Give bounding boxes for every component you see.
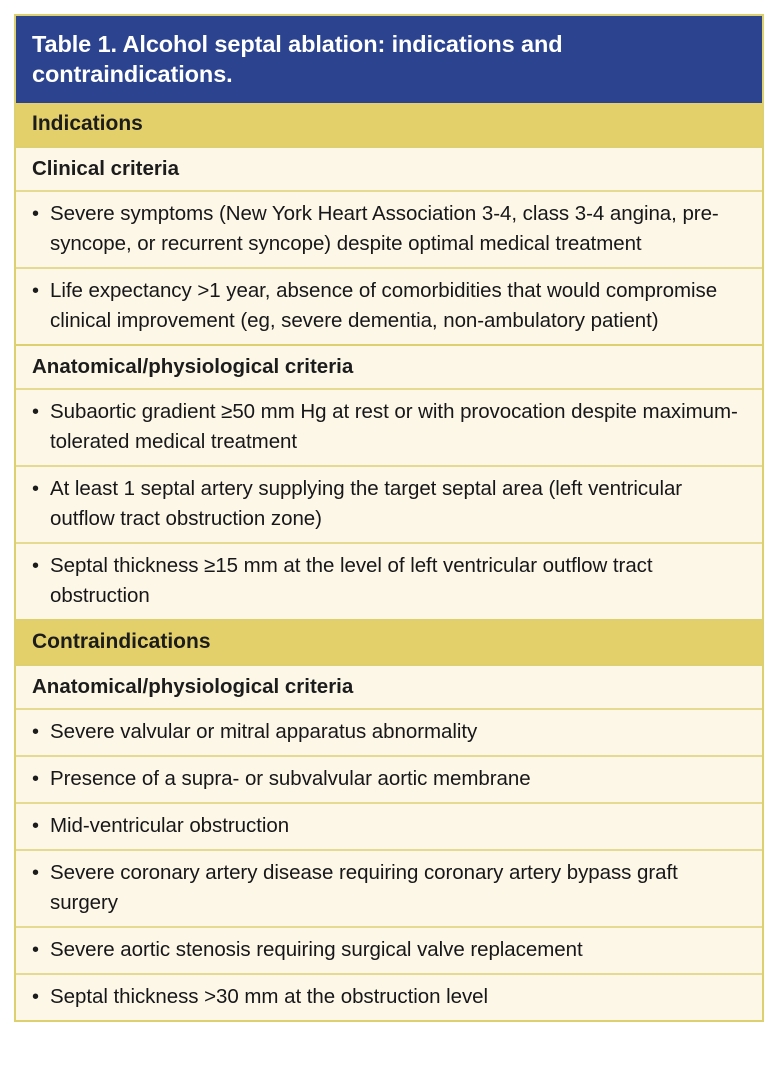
bullet-icon: •: [32, 721, 40, 743]
bullet-text: Severe coronary artery disease requiring coronary artery bypass graft surgery: [50, 861, 678, 914]
section-heading: Indications: [16, 103, 762, 146]
section-heading: Contraindications: [16, 619, 762, 664]
bullet-icon: •: [32, 986, 40, 1008]
bullet-text: Life expectancy >1 year, absence of comorbidities that would compromise clinical improvement (eg, severe dementia, non-ambulatory patient): [50, 279, 718, 332]
bullet-icon: •: [32, 768, 40, 790]
bullet-text: At least 1 septal artery supplying the target septal area (left ventricular outflow tract obstruction zone): [50, 477, 683, 530]
bullet-icon: •: [32, 815, 40, 837]
table-row: [16, 708, 762, 755]
group-subheading: Anatomical/physiological criteria: [16, 344, 762, 388]
bullet-icon: •: [32, 478, 40, 500]
bullet-text: Severe symptoms (New York Heart Association 3-4, class 3-4 angina, pre-syncope, or recurrent syncope) despite optimal medical treatment: [50, 202, 719, 255]
bullet-icon: •: [32, 280, 40, 302]
bullet-text: Septal thickness >30 mm at the obstruction level: [50, 985, 489, 1008]
group-subheading: Clinical criteria: [16, 146, 762, 190]
bullet-text: Septal thickness ≥15 mm at the level of left ventricular outflow tract obstruction: [50, 554, 653, 607]
table-row: [16, 973, 762, 1020]
table-row: [16, 465, 762, 542]
bullet-icon: •: [32, 401, 40, 423]
bullet-text: Mid-ventricular obstruction: [50, 814, 290, 837]
table-row: [16, 849, 762, 926]
table-row: [16, 388, 762, 465]
bullet-text: Severe valvular or mitral apparatus abnormality: [50, 720, 478, 743]
bullet-icon: •: [32, 939, 40, 961]
table-title: Table 1. Alcohol septal ablation: indications and contraindications.: [16, 16, 762, 103]
table-row: [16, 802, 762, 849]
table-container: [14, 14, 764, 1022]
table-row: [16, 190, 762, 267]
table-row: [16, 267, 762, 344]
table-row: [16, 755, 762, 802]
bullet-text: Subaortic gradient ≥50 mm Hg at rest or with provocation despite maximum-tolerated medical treatment: [50, 400, 738, 453]
bullet-text: Severe aortic stenosis requiring surgical valve replacement: [50, 938, 583, 961]
table-row: [16, 542, 762, 619]
bullet-icon: •: [32, 862, 40, 884]
bullet-icon: •: [32, 555, 40, 577]
group-subheading: Anatomical/physiological criteria: [16, 664, 762, 708]
table-row: [16, 926, 762, 973]
table-body: [16, 103, 762, 1020]
bullet-icon: •: [32, 203, 40, 225]
bullet-text: Presence of a supra- or subvalvular aortic membrane: [50, 767, 531, 790]
